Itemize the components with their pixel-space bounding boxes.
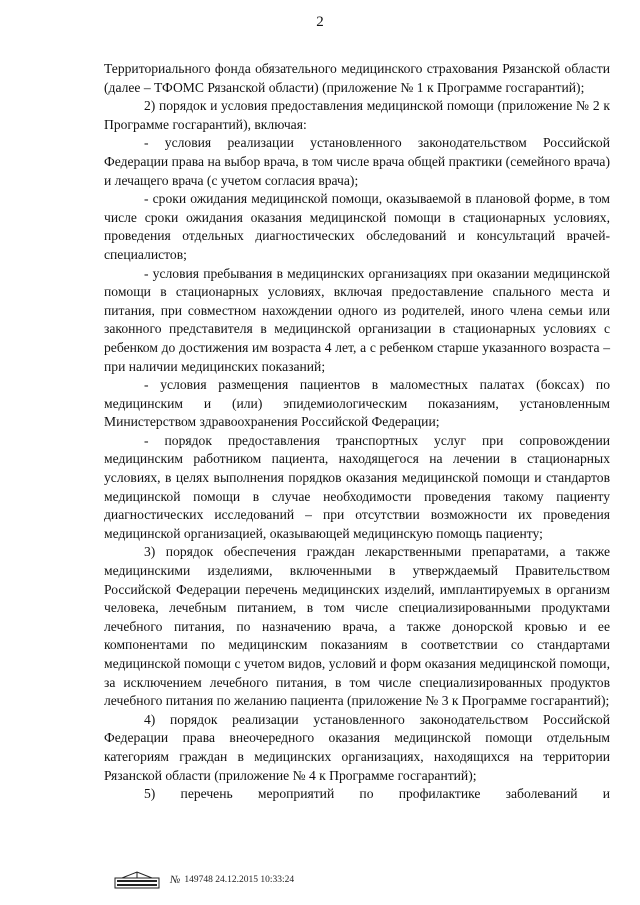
document-number-icon: №: [170, 874, 181, 886]
paragraph: - условия реализации установленного законодательством Российской Федерации права на выбор врача, в том числе врача общей практики (семейного врача) и лечащего врача (с учетом согласия врача);: [104, 135, 610, 188]
paragraph: - условия размещения пациентов в маломестных палатах (боксах) по медицинским и (или) эпидемиологическим показаниям, установленным Министерством здравоохранения Российской Федерации;: [104, 377, 610, 430]
paragraph: Территориального фонда обязательного медицинского страхования Рязанской области (далее – ТФОМС Рязанской области) (приложение № 1 к Программе госгарантий);: [104, 61, 610, 95]
paragraph: 5) перечень мероприятий по профилактике заболеваний и: [144, 786, 610, 802]
document-registration-info: 149748 24.12.2015 10:33:24: [184, 875, 295, 885]
page-number: 2: [316, 14, 324, 30]
paragraph: - условия пребывания в медицинских организациях при оказании медицинской помощи в стационарных условиях, включая предоставление спального места и питания, при совместном нахождении одного из родителей, иного члена семьи или законного представителя в медицинской организации в стационарных условиях с ребенком до достижения им возраста 4 лет, а с ребенком старше указанного возраста – при наличии медицинских показаний;: [104, 265, 610, 374]
paragraph: 2) порядок и условия предоставления медицинской помощи (приложение № 2 к Программе госгарантий), включая:: [104, 98, 610, 132]
document-body: [104, 60, 610, 804]
document-footer: [114, 868, 294, 892]
paragraph: 4) порядок реализации установленного законодательством Российской Федерации права внеочередного оказания медицинской помощи отдельным категориям граждан в медицинских организациях, находящихся на территории Рязанской области (приложение № 4 к Программе госгарантий);: [104, 711, 610, 783]
paragraph: - сроки ожидания медицинской помощи, оказываемой в плановой форме, в том числе сроки ожидания оказания медицинской помощи в стационарных условиях, проведения отдельных диагностических обследований и консультаций врачей-специалистов;: [104, 191, 610, 262]
paragraph: - порядок предоставления транспортных услуг при сопровождении медицинским работником пациента, находящегося на лечении в стационарных условиях, в целях выполнения порядков оказания медицинской помощи и стандартов медицинской помощи в случае необходимости проведения такому пациенту диагностических исследований – при отсутствии возможности их проведения медицинской организацией, оказывающей медицинскую помощь пациенту;: [104, 432, 610, 541]
document-system-logo-icon: [114, 870, 160, 890]
paragraph: 3) порядок обеспечения граждан лекарственными препаратами, а также медицинскими изделиями, включенными в утверждаемый Правительством Российской Федерации перечень медицинских изделий, имплантируемых в организм человека, лечебным питанием, в том числе специализированными продуктами лечебного питания, по назначению врача, а также донорской кровью и ее компонентами по медицинским показаниям в соответствии со стандартами медицинской помощи с учетом видов, условий и форм оказания медицинской помощи, за исключением лечебного питания, в том числе специализированных продуктов лечебного питания по желанию пациента (приложение № 3 к Программе госгарантий);: [104, 544, 610, 709]
